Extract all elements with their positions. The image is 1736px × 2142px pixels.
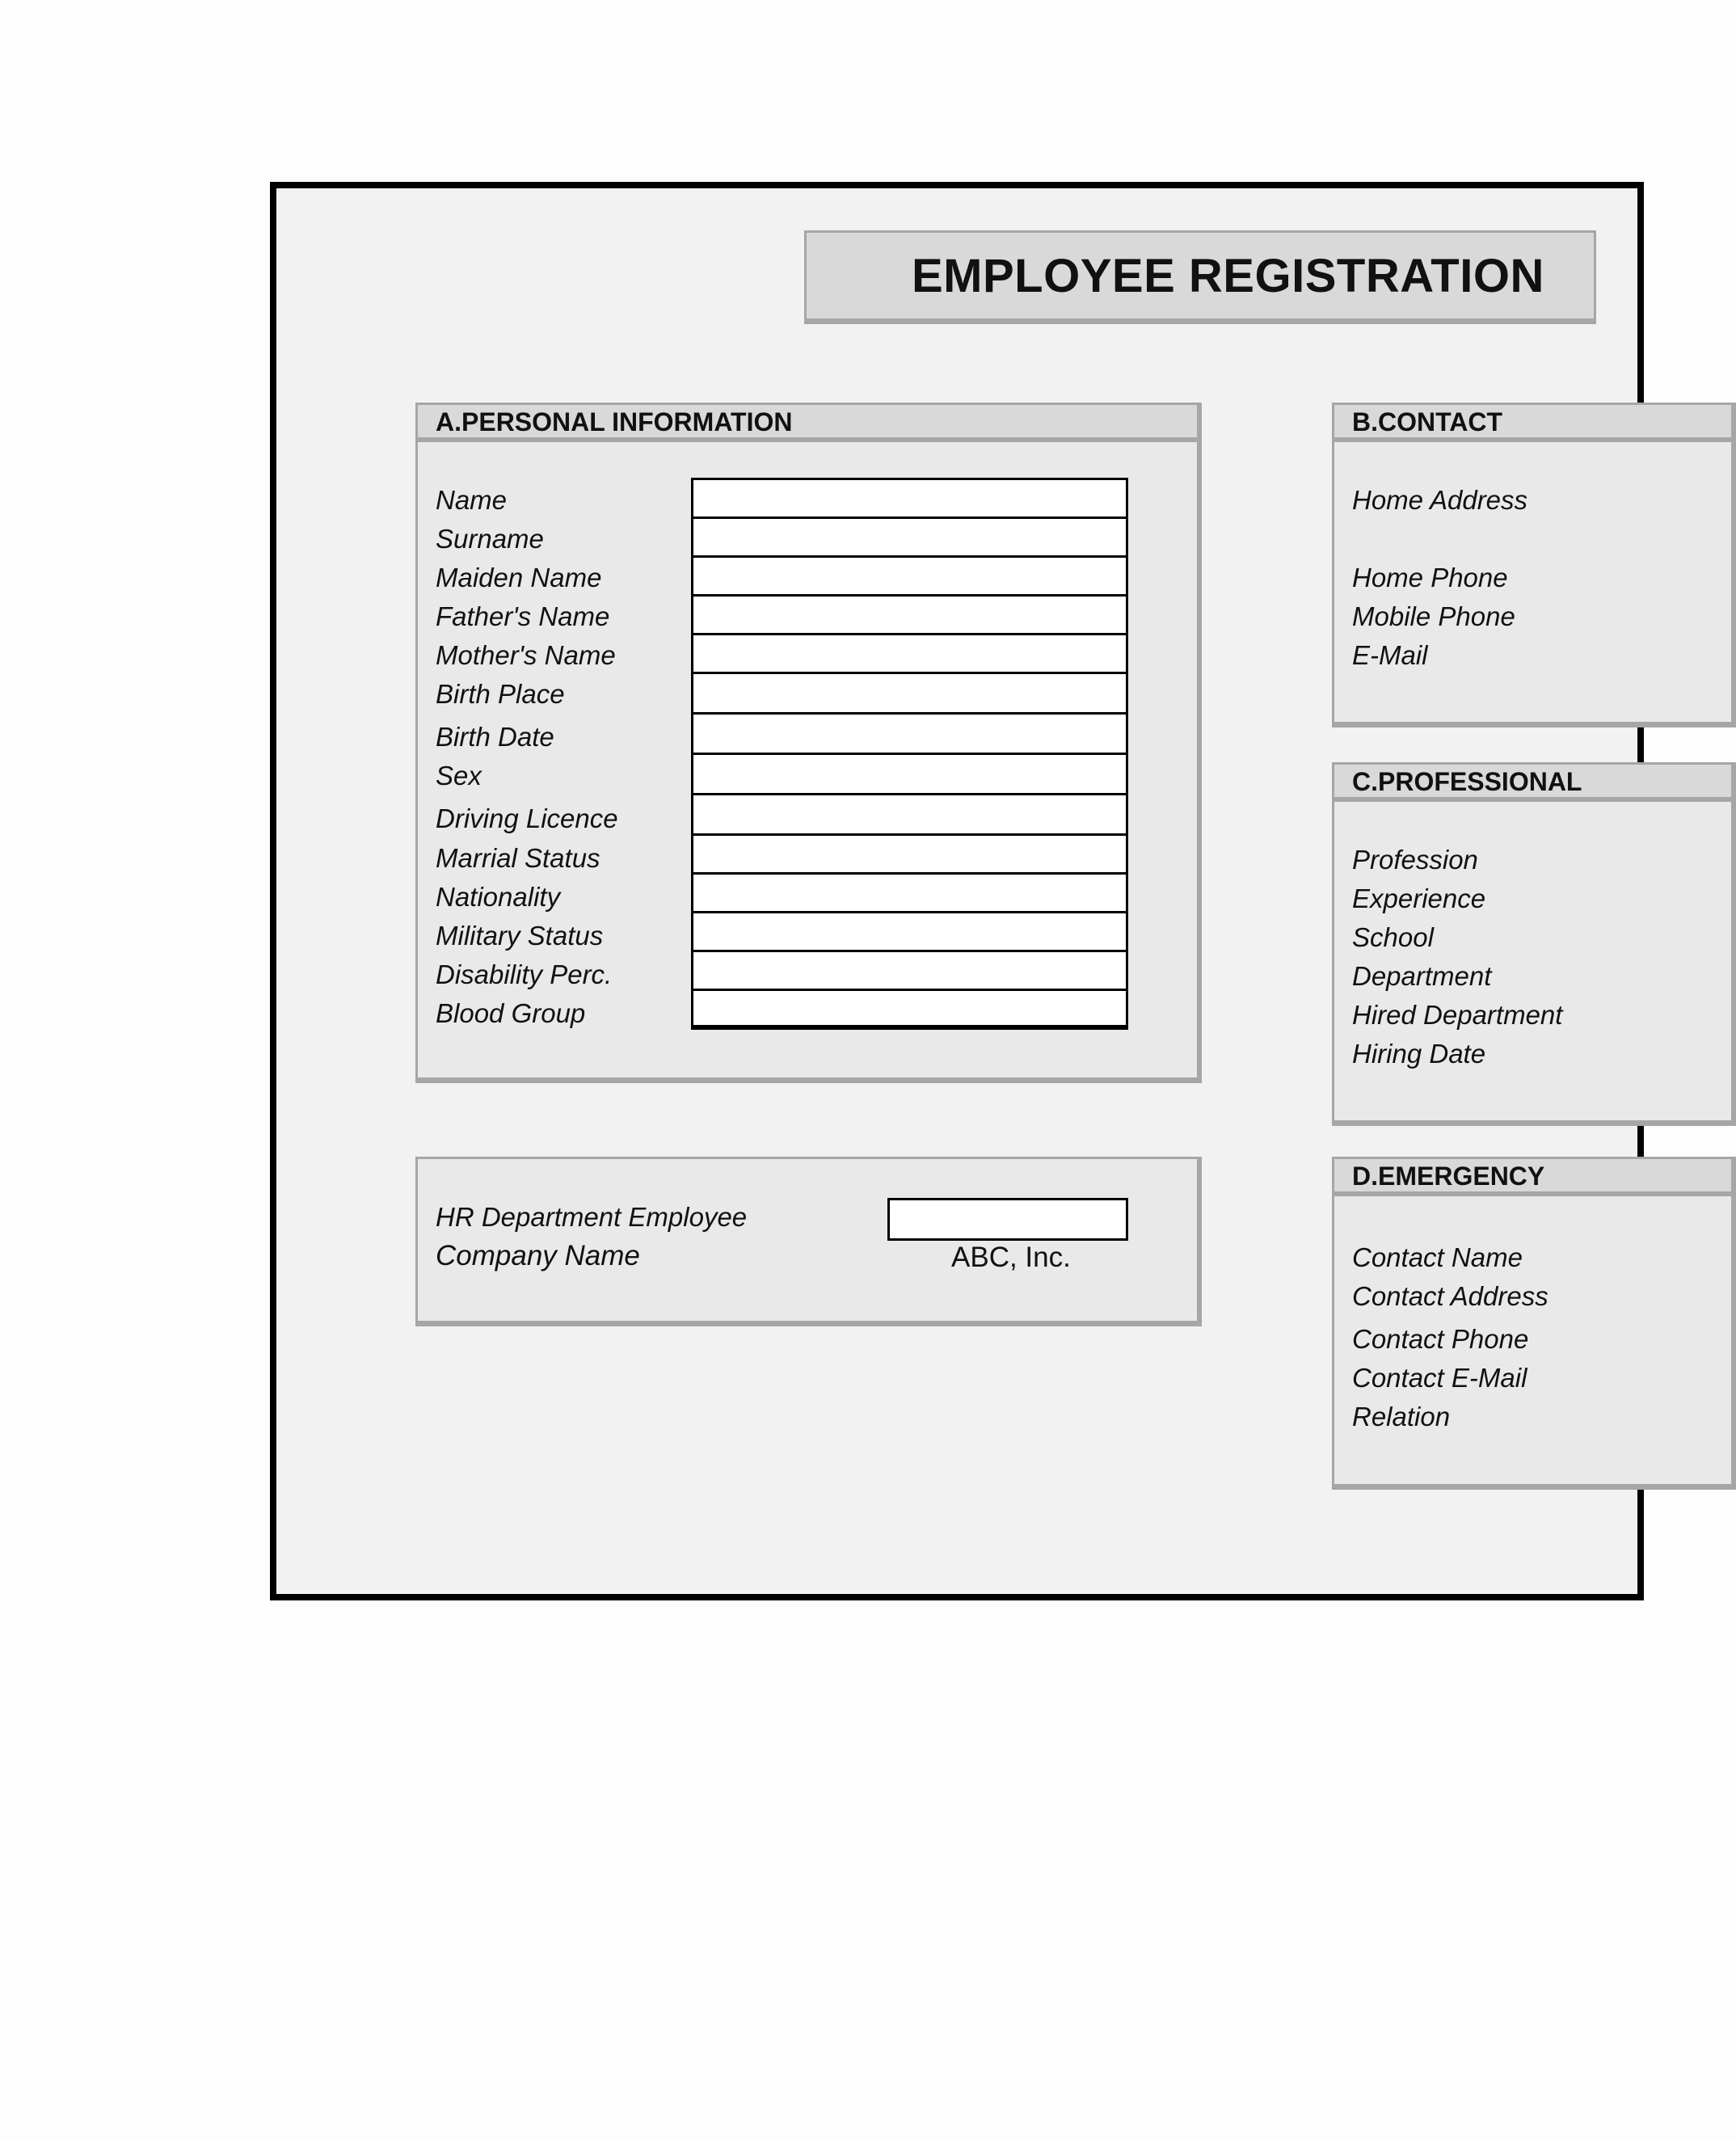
disability-perc-input[interactable]: [693, 950, 1126, 989]
contact-label-email: E-Mail: [1352, 640, 1428, 670]
hr-section: [415, 1157, 1202, 1326]
emergency-label-contact-email: Contact E-Mail: [1352, 1363, 1527, 1393]
emergency-label-relation: Relation: [1352, 1402, 1451, 1432]
surname-input[interactable]: [693, 517, 1126, 555]
field-label-marital-status: Marrial Status: [436, 843, 600, 873]
hr-employee-label: HR Department Employee: [436, 1202, 748, 1232]
birth-place-input[interactable]: [693, 672, 1126, 712]
field-label-driving-licence: Driving Licence: [436, 803, 618, 833]
field-label-name: Name: [436, 485, 508, 515]
emergency-label-contact-address: Contact Address: [1352, 1281, 1548, 1311]
marital-status-input[interactable]: [693, 833, 1126, 872]
company-name-value: ABC, Inc.: [951, 1242, 1071, 1273]
field-label-maiden-name: Maiden Name: [436, 563, 602, 592]
title-banner: [804, 230, 1596, 324]
field-label-military-status: Military Status: [436, 921, 604, 951]
professional-label-hired-department: Hired Department: [1352, 1000, 1563, 1030]
contact-label-mobile-phone: Mobile Phone: [1352, 601, 1515, 631]
field-label-mothers-name: Mother's Name: [436, 640, 616, 670]
personal-info-input-grid: [691, 478, 1128, 1030]
form-sheet: [270, 182, 1644, 1600]
field-label-blood-group: Blood Group: [436, 998, 586, 1028]
professional-label-department: Department: [1352, 961, 1492, 991]
mothers-name-input[interactable]: [693, 633, 1126, 672]
fathers-name-input[interactable]: [693, 594, 1126, 633]
driving-licence-input[interactable]: [693, 793, 1126, 833]
field-label-birth-place: Birth Place: [436, 679, 565, 709]
field-label-nationality: Nationality: [436, 882, 561, 912]
personal-info-section: [415, 403, 1202, 1083]
contact-label-home-address: Home Address: [1352, 485, 1528, 515]
birth-date-input[interactable]: [693, 712, 1126, 753]
field-label-sex: Sex: [436, 761, 482, 791]
professional-header: C.PROFESSIONAL: [1334, 765, 1731, 802]
maiden-name-input[interactable]: [693, 555, 1126, 594]
professional-label-profession: Profession: [1352, 845, 1478, 875]
blood-group-input[interactable]: [693, 989, 1126, 1027]
contact-label-home-phone: Home Phone: [1352, 563, 1508, 592]
field-label-fathers-name: Father's Name: [436, 601, 610, 631]
field-label-surname: Surname: [436, 524, 544, 554]
field-label-birth-date: Birth Date: [436, 722, 554, 752]
emergency-label-contact-name: Contact Name: [1352, 1242, 1523, 1272]
company-name-label: Company Name: [436, 1240, 640, 1271]
professional-section: [1332, 762, 1736, 1126]
professional-label-school: School: [1352, 922, 1434, 952]
emergency-section: [1332, 1157, 1736, 1490]
professional-label-experience: Experience: [1352, 883, 1486, 913]
professional-label-hiring-date: Hiring Date: [1352, 1039, 1486, 1069]
emergency-label-contact-phone: Contact Phone: [1352, 1324, 1529, 1354]
hr-employee-input[interactable]: [887, 1198, 1128, 1241]
field-label-disability-perc: Disability Perc.: [436, 959, 613, 989]
contact-section: [1332, 403, 1736, 727]
sex-input[interactable]: [693, 753, 1126, 793]
name-input[interactable]: [693, 478, 1126, 517]
contact-header: B.CONTACT: [1334, 405, 1731, 442]
military-status-input[interactable]: [693, 911, 1126, 950]
form-title: EMPLOYEE REGISTRATION: [912, 249, 1544, 302]
personal-info-header: A.PERSONAL INFORMATION: [418, 405, 1197, 442]
emergency-header: D.EMERGENCY: [1334, 1159, 1731, 1196]
nationality-input[interactable]: [693, 872, 1126, 911]
